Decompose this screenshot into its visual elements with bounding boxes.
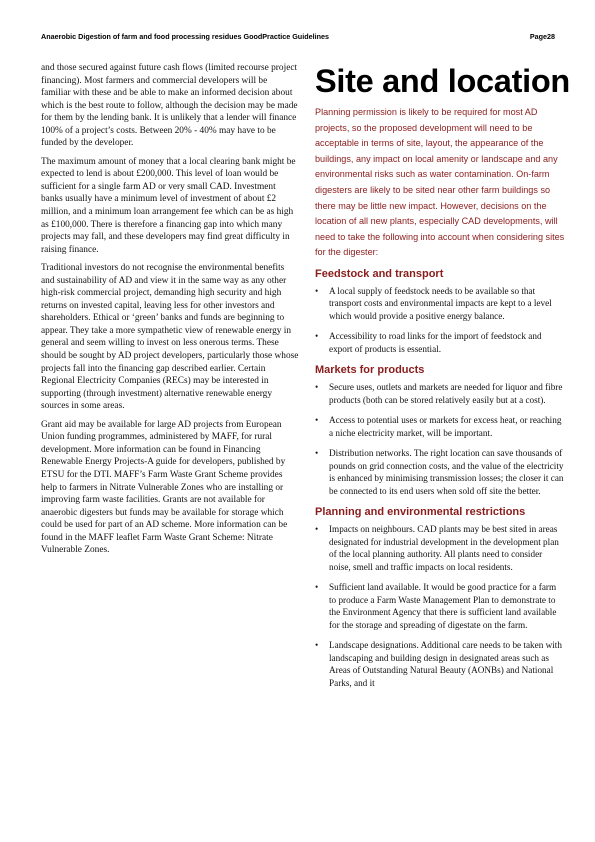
left-column <box>41 62 299 563</box>
body-paragraph: and those secured against future cash flows (limited recourse project financing). Most farmers and commercial developers will be familiar with these and be able to make an informed decision about which is the best route to follow, although the decision may be made for them by the lending bank. It is unlikely that a lender will finance 100% of a project’s costs. Between 20% - 40% may have to be funded by the developer. <box>41 63 298 149</box>
bullet-icon: • <box>315 382 319 393</box>
bullet-list <box>315 381 565 497</box>
bullet-list <box>315 285 565 356</box>
list-item <box>315 381 565 406</box>
list-item-text: Access to potential uses or markets for excess heat, or reaching a niche electricity market, will be important. <box>329 415 562 438</box>
list-item <box>315 447 565 497</box>
section-title: Site and location <box>315 63 570 99</box>
list-item-text: Secure uses, outlets and markets are needed for liquor and fibre products (both can be stored relatively easily but at a cost). <box>329 382 563 405</box>
page-header <box>41 32 555 44</box>
list-item <box>315 285 565 323</box>
list-item <box>315 523 565 573</box>
list-item <box>315 639 565 689</box>
list-item-text: A local supply of feedstock needs to be available so that transport costs and environmental impacts are kept to a level which would provide a positive energy balance. <box>329 285 552 321</box>
list-item-text: Accessibility to road links for the import of feedstock and export of products is essential. <box>329 331 542 354</box>
bullet-icon: • <box>315 285 319 296</box>
heading-feedstock-transport: Feedstock and transport <box>315 267 444 280</box>
list-item <box>315 414 565 439</box>
right-column <box>315 62 570 697</box>
intro-paragraph: Planning permission is likely to be required for most AD projects, so the proposed development will need to be acceptable in terms of site, layout, the appearance of the buildings, any impact on local amenity or landscape and any environmental risks such as water contamination. On-farm digesters are likely to be sited near other farm buildings so there may be little new impact. However, decisions on the location of all new plants, especially CAD developments, will need to take the following into account when considering sites for the digester: <box>315 107 565 258</box>
document-title: Anaerobic Digestion of farm and food processing residues GoodPractice Guidelines <box>41 32 329 41</box>
bullet-icon: • <box>315 524 319 535</box>
list-item <box>315 330 565 355</box>
list-item <box>315 581 565 631</box>
page-number: Page28 <box>529 32 555 41</box>
body-paragraph: Traditional investors do not recognise the environmental benefits and sustainability of AD and view it in the same way as any other high-risk commercial project, demanding high security and high returns on invested capital, leaving less for other investors and shareholders. Ethical or ‘green’ banks and funds are beginning to appear. They take a more sympathetic view of renewable energy in general and seem willing to invest on less onerous terms. These should be sought by AD project developers, particularly those whose projects fall into the financing gap described earlier. Certain Regional Electricity Companies (RECs) may be interested in supporting (through investment) alternative renewable energy sources in some areas. <box>41 263 299 412</box>
body-paragraph: The maximum amount of money that a local clearing bank might be expected to lend is about £200,000. This level of loan would be sufficient for a single farm AD or very small CAD. Investment banks usually have a minimum level of investment of about £2 million, and a minimum loan arrangement fee which can be as high as £100,000. There is therefore a financing gap into which many projects may fall, and these developers may find great difficulty in raising finance. <box>41 156 296 255</box>
body-paragraph: Grant aid may be available for large AD projects from European Union funding programmes, administered by MAFF, for rural development. More information can be found in Financing Renewable Energy Projects-A guide for developers, published by ETSU for the DTI. MAFF’s Farm Waste Grant Scheme provides help to farmers in Nitrate Vulnerable Zones who are installing or improving farm waste facilities. Grants are not available for anaerobic digesters but funds may be available for storage which could be used for part of an AD scheme. More information can be found in the MAFF leaflet Farm Waste Grant Scheme: Nitrate Vulnerable Zones. <box>41 419 288 556</box>
list-item-text: Landscape designations. Additional care needs to be taken with landscaping and building design in designated areas such as Areas of Outstanding Natural Beauty (AONBs) and National Parks, and it <box>329 640 562 688</box>
heading-markets-products: Markets for products <box>315 364 425 377</box>
bullet-icon: • <box>315 415 319 426</box>
bullet-icon: • <box>315 582 319 593</box>
heading-planning-restrictions: Planning and environmental restrictions <box>315 506 526 519</box>
bullet-list <box>315 523 565 689</box>
bullet-icon: • <box>315 448 319 459</box>
bullet-icon: • <box>315 640 319 651</box>
bullet-icon: • <box>315 331 319 342</box>
list-item-text: Sufficient land available. It would be good practice for a farm to produce a Farm Waste Management Plan to demonstrate to the Environment Agency that there is sufficient land available for the storage and spreading of digestate on the farm. <box>329 582 557 630</box>
list-item-text: Impacts on neighbours. CAD plants may be best sited in areas designated for industrial development in the development plan of the local planning authority. All plants need to consider noise, smell and traffic impacts on local residents. <box>329 524 559 572</box>
list-item-text: Distribution networks. The right location can save thousands of pounds on grid connection costs, and the value of the electricity is enhanced by minimising transmission losses; the closer it can be connected to its end users when sold off site the better. <box>329 448 564 496</box>
